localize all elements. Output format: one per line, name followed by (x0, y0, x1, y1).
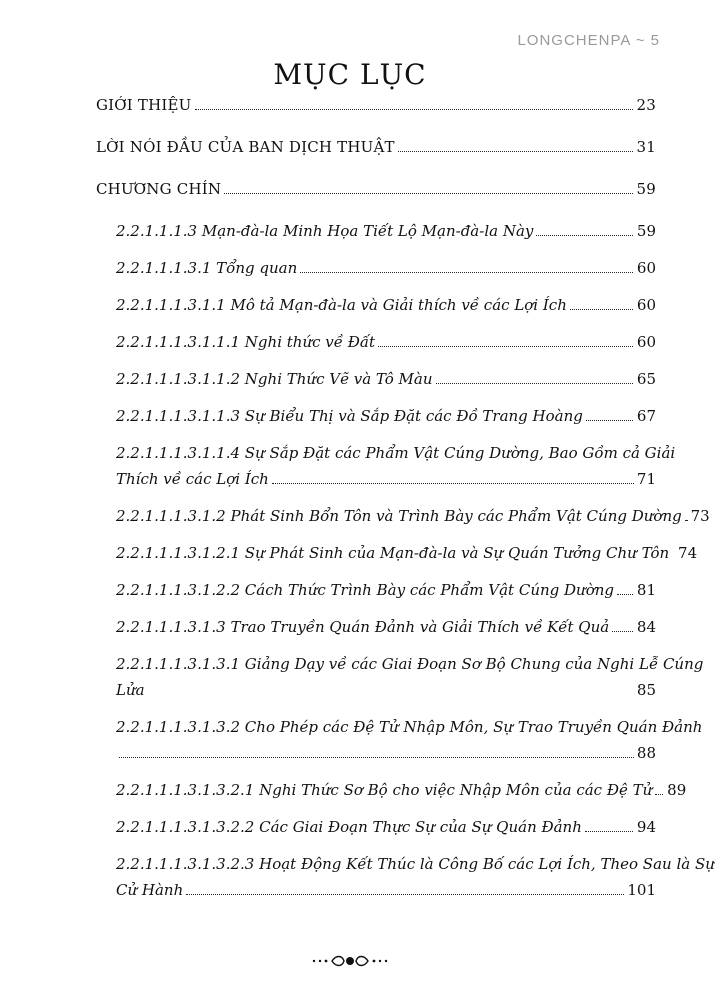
toc-entry-page: 31 (636, 138, 656, 156)
toc-entry-page: 60 (636, 333, 656, 351)
toc-entry-page: 85 (636, 681, 656, 699)
toc-entry-page: 23 (636, 96, 656, 114)
toc-entry-page: 88 (636, 744, 656, 762)
toc-entry[interactable] (96, 851, 715, 903)
dot-leader (186, 894, 624, 895)
toc-entry[interactable] (96, 440, 676, 492)
toc-entry-title: 2.2.1.1.1.3.1 Tổng quan (116, 259, 298, 277)
toc-entry[interactable] (96, 814, 656, 840)
toc-entry-title: 2.2.1.1.1.3.1.3.2.2 Các Giai Đoạn Thực Sự của Sự Quán Đảnh (116, 818, 582, 836)
toc-entry-title: 2.2.1.1.1.3.1.3 Trao Truyền Quán Đảnh và Giải Thích về Kết Quả (116, 618, 610, 636)
dot-leader (617, 594, 633, 595)
dot-leader (436, 383, 633, 384)
toc-entry-title-line2: Cử Hành (116, 881, 184, 899)
toc-entry[interactable] (96, 218, 656, 244)
dot-leader (585, 831, 633, 832)
toc-entry[interactable] (96, 403, 656, 429)
footer-ornament-icon (0, 952, 700, 974)
dot-leader (655, 794, 663, 795)
toc-entry-page: 73 (690, 507, 710, 525)
dot-leader (612, 631, 633, 632)
toc-entry[interactable] (96, 714, 703, 766)
toc-entry-title-line2: Thích về các Lợi Ích (116, 470, 269, 488)
toc-entry-title: 2.2.1.1.1.3.1.1.3 Sự Biểu Thị và Sắp Đặt các Đồ Trang Hoàng (116, 407, 583, 425)
toc-entry-title: 2.2.1.1.1.3.1.3.2.1 Nghi Thức Sơ Bộ cho việc Nhập Môn của các Đệ Tử (116, 781, 653, 799)
toc-entry-page: 81 (636, 581, 656, 599)
dot-leader (570, 309, 633, 310)
toc-entry-page: 89 (667, 781, 687, 799)
toc-entry-title-line1: 2.2.1.1.1.3.1.1.4 Sự Sắp Đặt các Phẩm Vật Cúng Dường, Bao Gồm cả Giải (116, 444, 676, 462)
toc-entry-title: 2.2.1.1.1.3 Mạn-đà-la Minh Họa Tiết Lộ Mạn-đà-la Này (116, 222, 534, 240)
toc-entry-page: 71 (636, 470, 656, 488)
dot-leader (224, 193, 633, 194)
ornament-icon (310, 952, 390, 970)
toc-entry-page: 67 (636, 407, 656, 425)
dot-leader (586, 420, 633, 421)
toc-entry[interactable] (96, 614, 656, 640)
toc-entry-title: 2.2.1.1.1.3.1.1.2 Nghi Thức Vẽ và Tô Màu (116, 370, 433, 388)
dot-leader (398, 151, 633, 152)
toc-entry-page: 84 (636, 618, 656, 636)
toc-entry[interactable] (96, 292, 656, 318)
dot-leader (300, 272, 633, 273)
toc-entry[interactable] (96, 255, 656, 281)
toc-entry[interactable] (96, 577, 656, 603)
toc-entry-title: CHƯƠNG CHÍN (96, 180, 222, 198)
toc-entry-chuong-chin[interactable] (96, 176, 656, 202)
page-title: MỤC LỤC (273, 58, 427, 91)
dot-leader (685, 520, 687, 521)
toc-entry-gioi-thieu[interactable] (96, 92, 656, 118)
toc-entry-title: 2.2.1.1.1.3.1.1.1 Nghi thức về Đất (116, 333, 376, 351)
toc-entry-title-line1: 2.2.1.1.1.3.1.3.2.3 Hoạt Động Kết Thúc là Công Bố các Lợi Ích, Theo Sau là Sự (116, 855, 715, 873)
toc-entry[interactable] (96, 777, 687, 803)
dot-leader (536, 235, 633, 236)
dot-leader (272, 483, 634, 484)
toc-entry-title: 2.2.1.1.1.3.1.2.1 Sự Phát Sinh của Mạn-đà-la và Sự Quán Tưởng Chư Tôn (116, 544, 670, 562)
toc-entry-page: 60 (636, 296, 656, 314)
toc-entry[interactable] (96, 503, 710, 529)
toc-entry-page: 101 (627, 881, 656, 899)
toc-entry-page: 74 (678, 544, 698, 562)
toc-entry-page: 59 (636, 222, 656, 240)
toc-entry-title: 2.2.1.1.1.3.1.2 Phát Sinh Bổn Tôn và Trình Bày các Phẩm Vật Cúng Dường (116, 507, 682, 525)
toc-entry[interactable] (96, 540, 698, 566)
toc-entry-loi-noi-dau[interactable] (96, 134, 656, 160)
dot-leader (119, 757, 634, 758)
toc-entry-title: 2.2.1.1.1.3.1.2.2 Cách Thức Trình Bày các Phẩm Vật Cúng Dường (116, 581, 614, 599)
toc-entry-page: 94 (636, 818, 656, 836)
toc-entry[interactable] (96, 651, 704, 703)
toc-entry-page: 65 (636, 370, 656, 388)
toc-entry-title: 2.2.1.1.1.3.1.1 Mô tả Mạn-đà-la và Giải thích về các Lợi Ích (116, 296, 567, 314)
toc-entry-title-line1: 2.2.1.1.1.3.1.3.2 Cho Phép các Đệ Tử Nhập Môn, Sự Trao Truyền Quán Đảnh (116, 718, 703, 736)
dot-leader (378, 346, 633, 347)
toc-entry-page: 60 (636, 259, 656, 277)
table-of-contents (96, 88, 715, 903)
running-head: LONGCHENPA ~ 5 (517, 32, 660, 49)
toc-entry-title-line1: 2.2.1.1.1.3.1.3.1 Giảng Dạy về các Giai Đoạn Sơ Bộ Chung của Nghi Lễ Cúng (116, 655, 704, 673)
toc-entry[interactable] (96, 366, 656, 392)
toc-entry-title: LỜI NÓI ĐẦU CỦA BAN DỊCH THUẬT (96, 138, 395, 156)
toc-entry[interactable] (96, 329, 656, 355)
toc-entry-page: 59 (636, 180, 656, 198)
dot-leader (195, 109, 633, 110)
toc-entry-title: GIỚI THIỆU (96, 96, 192, 114)
toc-entry-title-line2: Lửa (116, 681, 145, 699)
